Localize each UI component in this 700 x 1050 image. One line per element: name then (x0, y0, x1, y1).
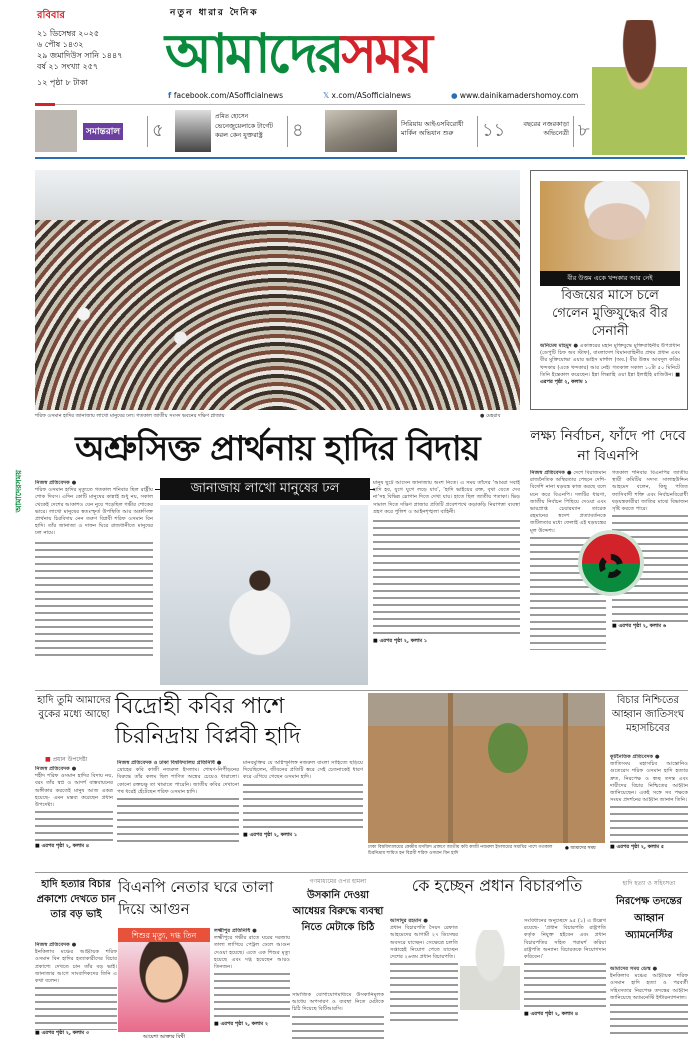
teaser-2-title: ভেনেজুয়েলাকে টার্গেট করল কেন যুক্তরাষ্ট্র (215, 122, 274, 139)
child-photo (118, 942, 210, 1032)
facebook-icon: f (168, 91, 174, 100)
header-rule (35, 157, 685, 159)
lead-byline: নিজস্ব প্রতিবেদক ● (35, 480, 77, 486)
teaser-4-title: বছরের নজরকাড়া অভিনেত্রী (523, 120, 569, 137)
arson-text: লক্ষ্মীপুর প্রতিনিধি ● লক্ষ্মীপুরে গভীর রাতে ঘরের দরজায় তালা লাগিয়ে পেট্রল ঢেলে আগুন দেওয়া হয়েছে। এতে এক শিশুর মৃত্যু হয়েছে এবং দগ্ধ হয়েছেন আরও তিনজন। ■ এরপর পৃষ্ঠা ২, কলাম ২ (214, 928, 290, 1028)
logo-part-2: সময় (341, 21, 430, 85)
nazrul-col-1: নিজস্ব প্রতিবেদক ও ঢাকা বিশ্ববিদ্যালয় প্রতিনিধি ● দ্রোহের কবি কাজী নজরুল ইসলাম। শোষণ-নিপীড়নের বিরুদ্ধে তাঁর কলম ছিল শাণিত অস্ত্রের চেয়েও ধারালো। কোনো রক্তচক্ষু তা থামাতে পারেনি। জাতীয় কবির দেখানো পথ ধরেই হেঁটেছেন শরিফ ওসমান হাদি। (117, 760, 239, 860)
lead-subhead: জানাজায় লাখো মানুষের ঢল (160, 478, 370, 500)
day: রবিবার (37, 10, 65, 21)
teaser-2-photo (175, 110, 211, 152)
teaser-4[interactable] (507, 108, 615, 154)
lead-inset-photo (160, 505, 368, 685)
obit-box (530, 170, 688, 410)
issue: বর্ষ ২১ সংখ্যা ২৫৭ (37, 62, 99, 71)
teaser-3-title: সিরিয়ায় আইএসবিরোধী মার্কিন অভিযান শুরু (401, 120, 464, 137)
pages-price: ১২ পৃষ্ঠা ৮ টাকা (37, 78, 88, 87)
lead-photo-caption: শরিফ ওসমান হাদির জানাজায় লাখো মানুষের ঢল। গতকাল জাতীয় সংসদ ভবনের দক্ষিণ প্লাজায় (35, 413, 225, 419)
gear-icon (599, 554, 623, 578)
obit-headline[interactable]: বিজয়ের মাসে চলে গেলেন মুক্তিযুদ্ধের বীর সেনানী (552, 288, 668, 339)
x-icon: 𝕏 (323, 91, 332, 100)
bnp-col-1: নিজস্ব প্রতিবেদক ● দেশে বিরাজমান রাজনৈতিক অস্থিরতার পেছনে দেশি-বিদেশি নানা ষড়যন্ত্র কাজ করছে বলে মনে করে বিএনপি। দলটির ধারণা, জাতীয় নির্বাচন পিছিয়ে দেওয়া এবং ভারপ্রাপ্ত চেয়ারম্যান তারেক রহমানের স্বদেশ প্রত্যাবর্তনকে জটিলতার মধ্যে ফেলাই এই ষড়যন্ত্রের মূল উদ্দেশ্য। (530, 470, 606, 685)
obit-more-link[interactable]: ■ এরপর পৃষ্ঠা ২, কলাম ১ (540, 371, 680, 386)
grave-photo-credit: ● আমাদের সময় (565, 846, 596, 851)
obit-photo (540, 181, 680, 271)
social-links (168, 91, 588, 100)
teaser-3-page: ১১ (477, 116, 505, 147)
teaser-1-title: সমান্তরাল (83, 123, 123, 140)
nazrul-col-2: মানবমুক্তির যে অগ্নিস্ফুলিঙ্গ নজরুল বাংলা সাহিত্যে ছড়িয়ে দিয়েছিলেন, জীবনের প্রতিটি স্তরে সেই চেতনাকেই ধারণ করে এগিয়ে গেছেন ওসমান হাদি। ■ এরপর পৃষ্ঠা ২, কলাম ১ (243, 760, 363, 838)
bnp-col-2: গতকাল শনিবার বিএনপির জাতীয় স্থায়ী কমিটির সদস্য সালাহউদ্দিন আহমেদ বলেন, কিছু পতিত ফ্যাসিবাদী শক্তি এবং নির্বাচনবিরোধী ষড়যন্ত্রকারীরা জাতির মাঝে বিভাজন সৃষ্টি করতে পারে। ■ এরপর পৃষ্ঠা ২, কলাম ৬ (612, 470, 688, 630)
teaser-1-photo (35, 110, 77, 152)
media-headline[interactable]: উসকানি দেওয়া আধেয়র বিরুদ্ধে ব্যবস্থা নিতে মেটাকে চিঠি (292, 890, 384, 933)
teaser-1[interactable] (35, 108, 175, 154)
brother-text: নিজস্ব প্রতিবেদক ● ইনকিলাব মঞ্চের আহ্বায়ক শরিফ ওসমান বিন হাদির হত্যাকারীদের বিচার প্রকাশ্যে দেখতে চান তাঁর বড় ভাই। জানাজার আগে সাংবাদিকদের তিনি এ কথা বলেন। ■ এরপর পৃষ্ঠা ২, কলাম ৩ (35, 942, 117, 1037)
nazrul-more-link[interactable]: ■ এরপর পৃষ্ঠা ২, কলাম ১ (243, 831, 298, 838)
quote-more-link[interactable]: ■ এরপর পৃষ্ঠা ২, কলাম ৪ (35, 843, 90, 850)
lead-headline[interactable]: অশ্রুসিক্ত প্রার্থনায় হাদির বিদায় (75, 429, 480, 469)
teaser-3[interactable] (325, 108, 506, 154)
lead-more-link[interactable]: ■ এরপর পৃষ্ঠা ২, কলাম ১ (373, 638, 428, 645)
lead-photo-sky (35, 170, 520, 220)
bnp-logo (578, 530, 644, 596)
amnesty-text: আমাদের সময় ডেস্ক ● ইনকিলাব মঞ্চের আহ্বায়ক শরিফ ওসমান হাদি হত্যা ও পরবর্তী সহিংসতার নিরপেক্ষ তদন্তের আহ্বান জানিয়েছে অ্যামনেস্টি ইন্টারন্যাশনাল। (610, 966, 688, 1046)
divider (35, 690, 688, 691)
child-photo-caption: আয়েশা আক্তার বিথী (142, 1034, 186, 1040)
date-1: ২১ ডিসেম্বর ২০২৫ (37, 29, 100, 38)
quote-source: ■ প্রধান উপদেষ্টা (45, 756, 88, 763)
bnp-more-link[interactable]: ■ এরপর পৃষ্ঠা ২, কলাম ৬ (612, 623, 667, 630)
x-link[interactable]: 𝕏 x.com/ASofficialnews (323, 91, 411, 100)
quote-headline[interactable]: হাদি তুমি আমাদের বুকের মধ্যে আছো (37, 695, 111, 720)
lead-col-3: মানুষ ছুটে আসেন জানাজায় অংশ নিতে। এ সময় তাঁদের ‘আমরা সবাই হাদি হব, যুগে যুগে লড়ে যাব’, ‘হাদি ভাইয়ের রক্ত, বৃথা যেতে দেব না’সহ বিভিন্ন স্লোগান দিতে দেখা যায়। হাতে ছিল জাতীয় পতাকা। ভিড় সামাল দিতে দক্ষিণ প্লাজার প্রতিটি প্রবেশপথে কড়াকড়ি নিরাপত্তা ব্যবস্থা গ্রহণ করে পুলিশ ও আইনশৃঙ্খলা বাহিনী। ■ এরপর পৃষ্ঠা ২, কলাম ১ (373, 480, 520, 645)
arson-banner: শিশুর মৃত্যু, দগ্ধ তিন (118, 928, 210, 945)
teaser-2[interactable] (175, 108, 325, 154)
bnp-byline: নিজস্ব প্রতিবেদক ● (530, 470, 572, 476)
teaser-strip (35, 108, 590, 154)
amnesty-headline[interactable]: নিরপেক্ষ তদন্তের আহ্বান অ্যামনেস্টির (616, 896, 682, 941)
arson-more-link[interactable]: ■ এরপর পৃষ্ঠা ২, কলাম ২ (214, 1021, 269, 1028)
arson-headline[interactable]: বিএনপি নেতার ঘরে তালা দিয়ে আগুন (118, 878, 274, 918)
amnesty-kicker: হাদি হত্যা ও সহিংসতা (622, 880, 676, 887)
date-3: ২৯ জমাদিউস সানি ১৪৪৭ (37, 51, 123, 60)
un-headline[interactable]: বিচার নিশ্চিতের আহ্বান জাতিসংঘ মহাসচিবের (611, 695, 685, 734)
court-photo (460, 930, 520, 1010)
masthead-logo (165, 18, 430, 88)
date-2: ৬ পৌষ ১৪৩২ (37, 40, 84, 49)
red-accent (35, 103, 55, 106)
globe-icon: ● (450, 91, 460, 100)
un-text: কূটনৈতিক প্রতিবেদক ● জাতিসংঘ মহাসচিব আন্তোনিও গুতেরেস শরিফ ওসমান হাদি হত্যার দ্রুত, নিরপেক্ষ ও স্বচ্ছ তদন্ত এবং দায়ীদের বিচার নিশ্চিতের আহ্বান জানিয়েছেন। একই সঙ্গে সব পক্ষকে সংযম প্রদর্শনের আহ্বান জানান তিনি। ■ এরপর পৃষ্ঠা ২, কলাম ৫ (610, 754, 688, 851)
cj-more-link[interactable]: ■ এরপর পৃষ্ঠা ২, কলাম ৪ (524, 1011, 579, 1018)
teaser-1-page: ৫ (147, 116, 164, 147)
website-link[interactable]: ● www.dainikamadershomoy.com (450, 91, 579, 100)
teaser-4-page: ৮ (573, 116, 590, 147)
media-text: সামাজিক যোগাযোগমাধ্যমে উসকানিমূলক আধেয় অপসারণ ও ব্যবস্থা নিতে মেটাকে চিঠি দিয়েছে বিটিআরসি। (292, 992, 384, 1046)
square-icon: ■ (45, 756, 53, 763)
grave-photo (368, 693, 605, 843)
media-kicker: গণমাধ্যমের ওপর হামলা (309, 878, 367, 885)
lead-photo-credit: ● মেহরাব (480, 413, 501, 419)
cj-headline[interactable]: কে হচ্ছেন প্রধান বিচারপতি (411, 876, 583, 895)
logo-part-1: আমাদের (165, 21, 342, 85)
cj-col-1: আসাদুর রহমান ● প্রধান বিচারপতি সৈয়দ রেফাত আহমেদের আগামী ২৭ ডিসেম্বর অবসরে যাচ্ছেন। সেক্ষেত্রে চলতি সপ্তাহেই নিয়োগ পেতে যাচ্ছেন দেশের ২৬তম প্রধান বিচারপতি। (390, 918, 458, 1046)
tagline: নতুন ধারার দৈনিক (170, 8, 259, 18)
divider (35, 872, 688, 873)
obit-byline: অনিমেষ মাহমুদ ● (540, 343, 578, 349)
quote-text: নিজস্ব প্রতিবেদক ● শহীদ শরিফ ওসমান হাদির বিদায় নয়, বরং তাঁর স্বপ্ন ও আদর্শ বাস্তবায়নের অঙ্গীকার করতেই মানুষ আজ একত্র হয়েছে- এমন মন্তব্য করেছেন প্রধান উপদেষ্টা। ■ এরপর পৃষ্ঠা ২, কলাম ৪ (35, 766, 113, 850)
teaser-2-author: প্রমিত হোসেন (215, 113, 249, 120)
facebook-link[interactable]: f facebook.com/ASofficialnews (168, 91, 284, 100)
divider (55, 104, 585, 105)
teaser-3-photo (325, 110, 397, 152)
date-block (37, 8, 162, 88)
un-more-link[interactable]: ■ এরপর পৃষ্ঠা ২, কলাম ৫ (610, 844, 665, 851)
side-strip-logo: আমাদেরসময় (14, 470, 23, 513)
teaser-2-page: ৪ (287, 116, 304, 147)
bnp-headline[interactable]: লক্ষ্য নির্বাচন, ফাঁদে পা দেবে না বিএনপি (530, 428, 686, 464)
cj-col-2: সংবিধানের অনুচ্ছেদে ৯৫ (১) এ উল্লেখ রয়েছে- ‘প্রধান বিচারপতি রাষ্ট্রপতি কর্তৃক নিযুক্ত হইবেন এবং প্রধান বিচারপতির সহিত পরামর্শ করিয়া রাষ্ট্রপতি অন্যান্য বিচারককে নিয়োগদান করিবেন।’ ■ এরপর পৃষ্ঠা ২, কলাম ৪ (524, 918, 606, 1018)
nazrul-headline[interactable]: বিদ্রোহী কবির পাশে চিরনিদ্রায় বিপ্লবী হাদি (115, 694, 301, 749)
obit-text: অনিমেষ মাহমুদ ● একাত্তরের মহান মুক্তিযুদ্ধে মুক্তিবাহিনীর উপপ্রধান (ডেপুটি চিফ অব স্টাফ), বাংলাদেশ বিমানবাহিনীর প্রথম প্রধান এবং বীর মুক্তিযোদ্ধা এয়ার ভাইস মার্শাল (অব.) বীর উত্তম আবদুল করিম খন্দকার (একে খন্দকার) আর নেই। গতকাল সকাল ১০টা ৫০ মিনিটে তিনি ইন্তেকাল করেছেন। ইন্না লিল্লাহি ওয়া ইন্না ইলাইহি রাজিউন। ■ এরপর পৃষ্ঠা ২, কলাম ১ (540, 343, 680, 386)
lead-col-1: নিজস্ব প্রতিবেদক ● শরিফ ওসমান হাদির মৃত্যুতে গতকাল শনিবার ছিল রাষ্ট্রীয় শোক দিবস। এদিন কোটি মানুষের কান্নাই শুধু নয়, সকাল থেকেই দেশের আকাশও যেন নুয়ে পড়েছিল গভীর শোকের ভারে। লাখো মানুষের স্বতঃস্ফূর্ত উপস্থিতি আর অশ্রুসিক্ত প্রার্থনায় চিরবিদায় নেন তরুণ বিপ্লবী শরিফ ওসমান বিন হাদি। তাঁর জানাজা ও দাফন ঘিরে রাজধানীতে মানুষের ঢল নামে। (35, 480, 153, 685)
grave-photo-caption: ঢাকা বিশ্ববিদ্যালয়ের কেন্দ্রীয় মসজিদ প্রাঙ্গণে জাতীয় কবি কাজী নজরুল ইসলামের সমাধির পাশে গতকাল চিরনিদ্রায় শায়িত হন বিপ্লবী শরিফ ওসমান বিন হাদি (368, 845, 553, 856)
brother-more-link[interactable]: ■ এরপর পৃষ্ঠা ২, কলাম ৩ (35, 1030, 90, 1037)
obit-photo-caption: বীর উত্তম একে খন্দকার আর নেই (540, 271, 680, 286)
brother-headline[interactable]: হাদি হত্যার বিচার প্রকাশ্যে দেখতে চান তার বড় ভাই (36, 879, 116, 920)
